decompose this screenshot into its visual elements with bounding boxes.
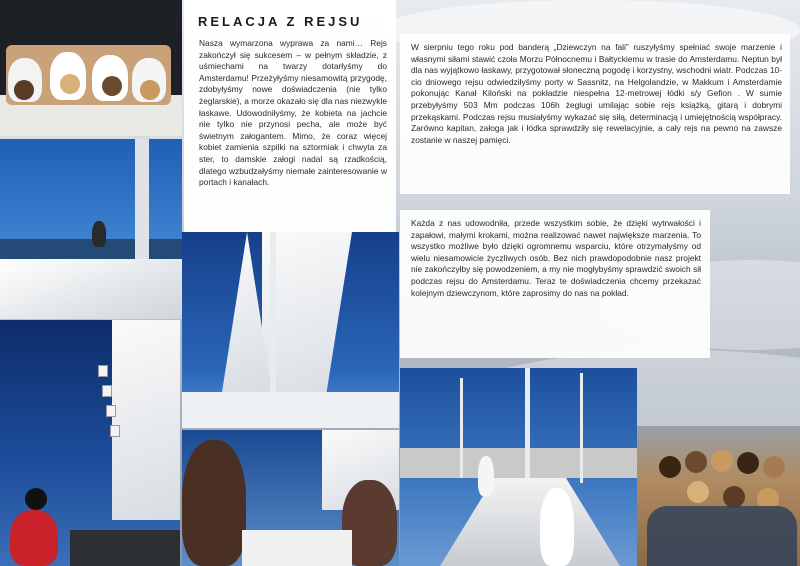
photo-sails-up	[182, 232, 399, 428]
article-title: RELACJA Z REJSU	[198, 14, 363, 29]
photo-flags-sail	[0, 320, 180, 566]
paragraph-2: W sierpniu tego roku pod banderą „Dziewczyn na fali” ruszyłyśmy spełniać swoje marzenie i własnymi siłami stawić czoła Morzu Północnemu i Bałtyckiemu w trasie do Amsterdamu. Neptun był dla nas wyjątkowo łaskawy, przygotował słoneczną pogodę i korzystny, wschodni wiatr. Podczas 10-cio dniowego rejsu odwiedziłyśmy porty w Sassnitz, na Helgolandzie, w Makkum i Amsterdamie pokonując Kanał Kiloński na pokładzie niespełna 12-metrowej łódki s/y Gefion . W sumie przebyłyśmy 503 Mm podczas 106h żeglugi umilając sobie rejs książką, gitarą i dobrymi przekąskami. Podczas rejsu musiałyśmy wykazać się siłą, determinacją i umiejętnością współpracy. Zarówno kapitan, załoga jak i łódka sprawdziły się rewelacyjnie, a cały rejs na pewno na zawsze zostanie w naszej pamięci.	[411, 42, 782, 145]
intro-text	[199, 38, 387, 189]
photo-yacht-bow	[0, 139, 182, 319]
paragraph-3: Każda z nas udowodniła, przede wszystkim sobie, że dzięki wytrwałości i zapałowi, małymi krokami, można realizować nawet największe marzenia. To wszystko możliwe było dzięki ogromnemu wsparciu, które otrzymałyśmy od wielu niesamowicie życzliwych osób. Bez nich prawdopodobnie nasz projekt nie zakończyłby się powodzeniem, a my nie mogłybyśmy sprawdzić swoich sił podczas rejsu do Amsterdamu. Teraz te doświadczenia chcemy przekazać kolejnym dziewczynom, które zaprosimy do nas na pokład.	[411, 218, 701, 298]
photo-girls-on-deck	[0, 0, 182, 136]
photo-group-selfie	[637, 426, 800, 566]
paragraph2-text	[411, 42, 782, 146]
photo-marina-deck	[400, 368, 637, 566]
intro-paragraph: Nasza wymarzona wyprawa za nami… Rejs zakończył się sukcesem – w pełnym składzie, z uśmiechami na twarzy dotarłyśmy do Amsterdamu! Przeżyłyśmy niesamowitą przygodę, zdobyłyśmy nowe doświadczenia (nie tylko żeglarskie), a morze okazało się dla nas niezwykle łaskawe. Udowodniłyśmy, że kobieta na jachcie nie tylko nie przynosi pecha, ale może być świetnym załogantem. Mimo, że coraz więcej kobiet zamienia szpilki na sztormiak i chwyta za ster, to damskie załogi nadal są rzadkością, dlatego wzbudzałyśmy niemałe zainteresowanie w portach i kanałach.	[199, 38, 387, 188]
paragraph3-text	[411, 218, 701, 299]
photo-crew-at-winch	[182, 430, 399, 566]
